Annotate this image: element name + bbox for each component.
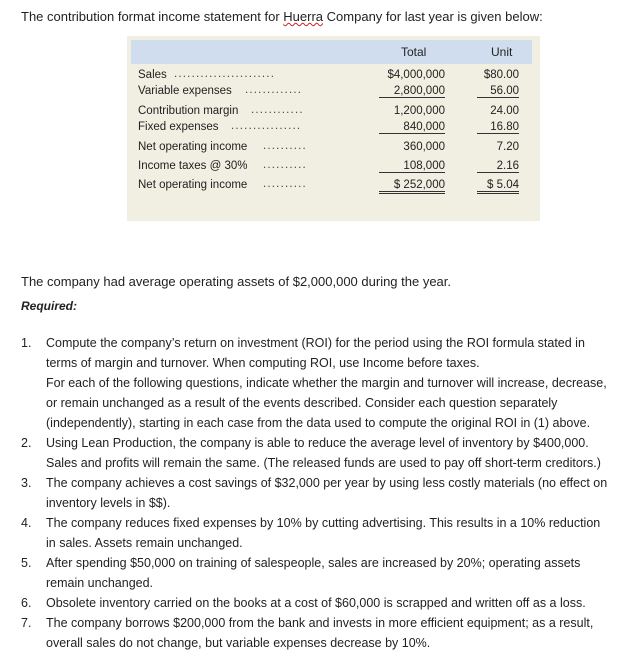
row-unit: 2.16 xyxy=(477,160,519,173)
row-total: 360,000 xyxy=(403,141,445,153)
question-number: 2. xyxy=(21,436,32,450)
leader-dots: .......... xyxy=(263,178,307,190)
question-number: 6. xyxy=(21,596,32,610)
question-item xyxy=(21,613,641,653)
row-unit: 7.20 xyxy=(496,141,519,153)
question-number: 7. xyxy=(21,616,32,630)
leader-dots: ............. xyxy=(245,84,303,96)
question-item xyxy=(21,513,641,553)
row-label: Net operating income xyxy=(138,179,248,191)
question-list xyxy=(21,333,641,653)
leader-dots: .......... xyxy=(263,140,307,152)
question-number: 1. xyxy=(21,336,32,350)
row-label: Fixed expenses xyxy=(138,121,219,133)
row-label: Contribution margin xyxy=(138,105,239,117)
company-name: Huerra xyxy=(283,9,324,24)
table-row-variable-expenses xyxy=(127,85,540,101)
question-text: The company reduces fixed expenses by 10% by cutting advertising. This results in a 10% reduction in sales. Assets remain unchanged. xyxy=(46,516,601,550)
total-column-header: Total xyxy=(401,45,427,59)
intro-before: The contribution format income statement for xyxy=(21,9,284,24)
question-text: Compute the company’s return on investment (ROI) for the period using the ROI formula stated in terms of margin and turnover. When computing ROI, use Income before taxes. xyxy=(46,336,585,370)
table-row-net-income xyxy=(127,179,540,195)
unit-column-header: Unit xyxy=(491,45,513,59)
row-label: Net operating income xyxy=(138,141,248,153)
row-total: $4,000,000 xyxy=(387,69,445,81)
table-row-sales xyxy=(127,69,540,85)
table-row-contribution-margin xyxy=(127,105,540,121)
average-assets-text: The company had average operating assets of $2,000,000 during the year. xyxy=(21,274,452,289)
row-unit: $80.00 xyxy=(483,69,519,81)
row-total: 2,800,000 xyxy=(379,85,445,98)
row-unit: 56.00 xyxy=(477,85,519,98)
question-instructions: For each of the following questions, indicate whether the margin and turnover will increase, decrease, or remain unchanged as a result of the events described. Consider each question separately (independently), starting in each case from the data used to compute the original ROI in (1) above. xyxy=(46,376,607,430)
table-row-income-taxes xyxy=(127,160,540,176)
row-unit: $ 5.04 xyxy=(477,179,519,194)
row-total: 108,000 xyxy=(379,160,445,173)
question-text: The company borrows $200,000 from the bank and invests in more efficient equipment; as a result, overall sales do not change, but variable expenses decrease by 10%. xyxy=(46,616,594,650)
question-text: The company achieves a cost savings of $32,000 per year by using less costly materials (no effect on inventory levels in $$). xyxy=(46,476,608,510)
required-heading: Required: xyxy=(21,299,78,313)
leader-dots: .......... xyxy=(263,159,307,171)
leader-dots: ....................... xyxy=(174,68,276,80)
question-item xyxy=(21,433,641,473)
question-number: 4. xyxy=(21,516,32,530)
row-label: Income taxes @ 30% xyxy=(138,160,248,172)
leader-dots: ................ xyxy=(231,120,302,132)
leader-dots: ............ xyxy=(251,104,304,116)
table-row-fixed-expenses xyxy=(127,121,540,137)
question-item xyxy=(21,553,641,593)
question-item xyxy=(21,333,641,433)
row-total: 1,200,000 xyxy=(393,105,445,117)
question-item xyxy=(21,593,641,613)
row-label: Variable expenses xyxy=(138,85,232,97)
row-unit: 16.80 xyxy=(477,121,519,134)
row-label: Sales xyxy=(138,69,167,81)
table-row-net-operating-income xyxy=(127,141,540,157)
row-unit: 24.00 xyxy=(490,105,519,117)
table-header xyxy=(131,40,532,64)
question-text: Obsolete inventory carried on the books at a cost of $60,000 is scrapped and written off as a loss. xyxy=(46,596,586,610)
intro-after: Company for last year is given below: xyxy=(323,9,543,24)
question-text: After spending $50,000 on training of salespeople, sales are increased by 20%; operating assets remain unchanged. xyxy=(46,556,581,590)
intro-text xyxy=(21,9,543,24)
question-number: 3. xyxy=(21,476,32,490)
income-statement-table xyxy=(127,36,540,221)
row-total: $ 252,000 xyxy=(379,179,445,194)
question-item xyxy=(21,473,641,513)
question-number: 5. xyxy=(21,556,32,570)
question-text: Using Lean Production, the company is able to reduce the average level of inventory by $400,000. Sales and profits will remain the same. (The released funds are used to pay off short-term creditors.) xyxy=(46,436,601,470)
row-total: 840,000 xyxy=(379,121,445,134)
